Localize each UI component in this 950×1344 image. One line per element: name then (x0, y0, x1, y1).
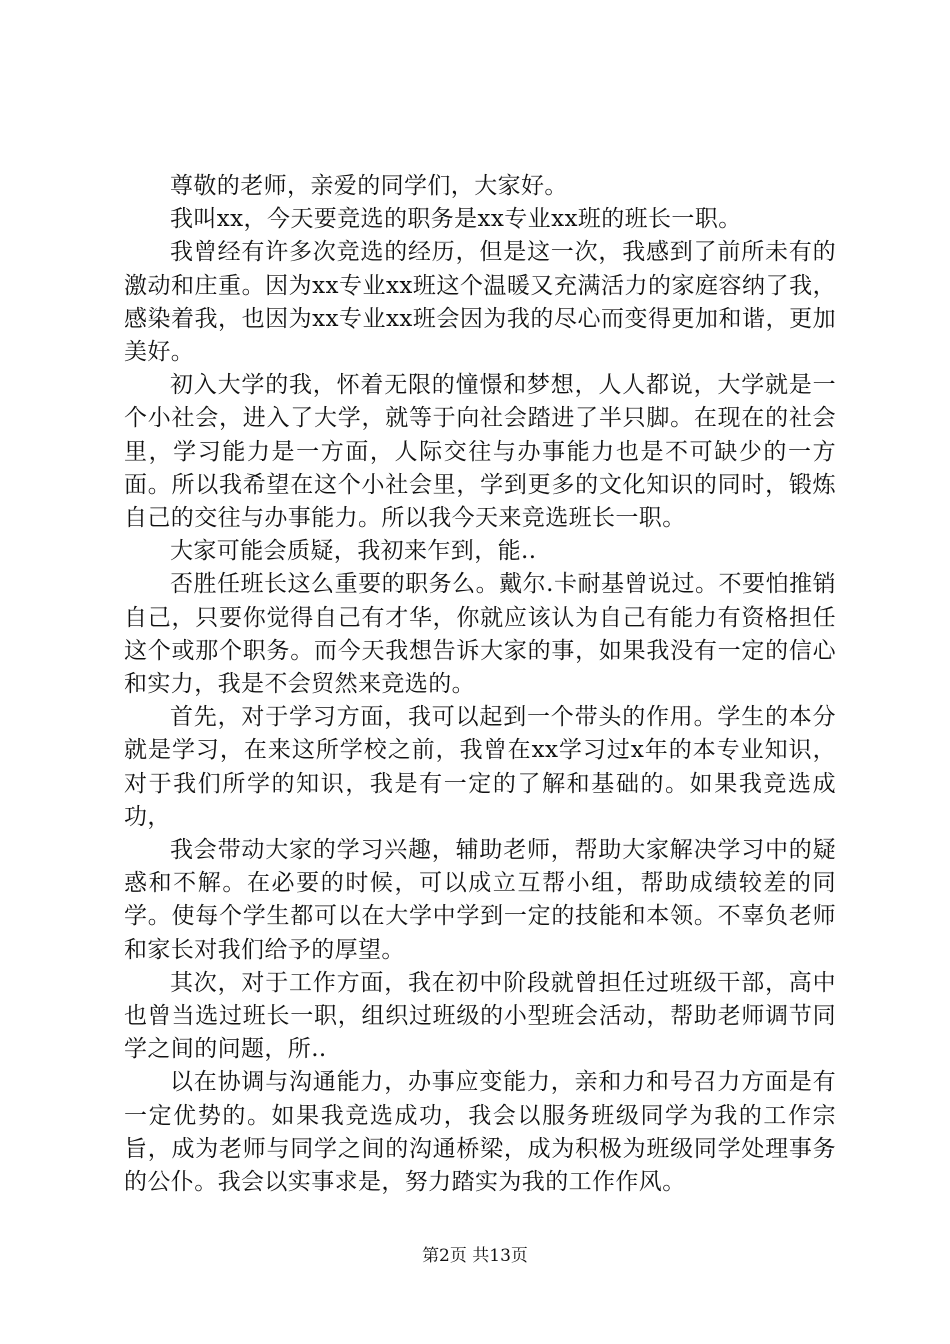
paragraph-introduction: 我叫xx，今天要竞选的职务是xx专业xx班的班长一职。 (170, 206, 742, 233)
page-number-footer: 第2页 共13页 (422, 1246, 528, 1266)
paragraph-work: 其次，对于工作方面，我在初中阶段就曾担任过班级干部，高中也曾当选过班长一职，组织过班级的小型班会活动，帮助老师调节同学之间的问题，所.. (124, 969, 836, 1063)
document-body (124, 170, 836, 1199)
paragraph-doubt: 大家可能会质疑，我初来乍到，能.. (170, 538, 537, 565)
paragraph-experience: 我曾经有许多次竞选的经历，但是这一次，我感到了前所未有的激动和庄重。因为xx专业xx班这个温暖又充满活力的家庭容纳了我，感染着我，也因为xx专业xx班会因为我的尽心而变得更加和谐，更加美好。 (124, 239, 836, 366)
paragraph-confidence: 否胜任班长这么重要的职务么。戴尔.卡耐基曾说过。不要怕推销自己，只要你觉得自己有才华，你就应该认为自己有能力有资格担任这个或那个职务。而今天我想告诉大家的事，如果我没有一定的信心和实力，我是不会贸然来竞选的。 (124, 571, 836, 698)
paragraph-advantages: 以在协调与沟通能力，办事应变能力，亲和力和号召力方面是有一定优势的。如果我竞选成功，我会以服务班级同学为我的工作宗旨，成为老师与同学之间的沟通桥梁，成为积极为班级同学处理事务的公仆。我会以实事求是，努力踏实为我的工作作风。 (124, 1069, 836, 1196)
paragraph-greeting: 尊敬的老师，亲爱的同学们，大家好。 (170, 173, 568, 199)
paragraph-university: 初入大学的我，怀着无限的憧憬和梦想，人人都说，大学就是一个小社会，进入了大学，就等于向社会踏进了半只脚。在现在的社会里，学习能力是一方面，人际交往与办事能力也是不可缺少的一方面。所以我希望在这个小社会里，学到更多的文化知识的同时，锻炼自己的交往与办事能力。所以我今天来竞选班长一职。 (124, 372, 836, 532)
paragraph-study: 首先，对于学习方面，我可以起到一个带头的作用。学生的本分就是学习，在来这所学校之前，我曾在xx学习过x年的本专业知识，对于我们所学的知识，我是有一定的了解和基础的。如果我竞选成功， (124, 704, 836, 830)
paragraph-study-plan: 我会带动大家的学习兴趣，辅助老师，帮助大家解决学习中的疑惑和不解。在必要的时候，可以成立互帮小组，帮助成绩较差的同学。使每个学生都可以在大学中学到一定的技能和本领。不辜负老师和家长对我们给予的厚望。 (124, 837, 836, 963)
